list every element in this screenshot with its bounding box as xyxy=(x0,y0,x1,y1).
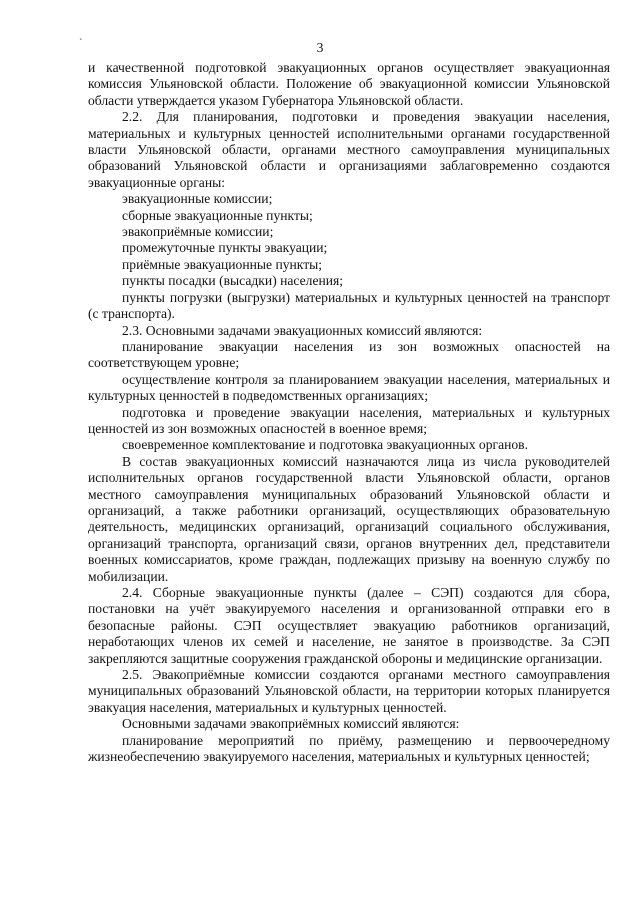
paragraph: эвакуационные комиссии; xyxy=(122,191,273,207)
scan-mark: ` xyxy=(79,38,83,49)
paragraph: 2.3. Основными задачами эвакуационных комиссий являются: xyxy=(122,322,483,338)
paragraph: планирование эвакуации населения из зон возможных опасностей на соответствующем уровне; xyxy=(88,338,610,371)
paragraph: промежуточные пункты эвакуации; xyxy=(122,240,328,256)
paragraph: 2.4. Сборные эвакуационные пункты (далее – СЭП) создаются для сбора, постановки на учёт эвакуируемого населения и организованной отправки его в безопасные районы. СЭП осуществляет эвакуацию работников организаций, неработающих членов их семей и население, не занятое в производстве. За СЭП закрепляются защитные сооружения гражданской обороны и медицинские организации. xyxy=(88,585,610,666)
paragraph: подготовка и проведение эвакуации населения, материальных и культурных ценностей из зон возможных опасностей в военное время; xyxy=(88,404,610,436)
paragraph: Основными задачами эвакоприёмных комиссий являются: xyxy=(122,716,460,732)
page-number: 3 xyxy=(316,40,324,55)
paragraph: осуществление контроля за планированием эвакуации населения, материальных и культурных ценностей в подведомственных организациях; xyxy=(88,371,610,404)
paragraph: своевременное комплектование и подготовка эвакуационных органов. xyxy=(122,437,528,453)
paragraph: 2.2. Для планирования, подготовки и проведения эвакуации населения, материальных и культурных ценностей исполнительными органами государственной власти Ульяновской области, органами местного самоуправления муниципальных образований Ульяновской области и организациями заблаговременно создаются эвакуационные органы: xyxy=(88,109,610,190)
paragraph: 2.5. Эвакоприёмные комиссии создаются органами местного самоуправления муниципальных образований Ульяновской области, на территории которых планируется эвакуация населения, материальных и культурных ценностей. xyxy=(88,667,610,715)
paragraph: эвакоприёмные комиссии; xyxy=(122,224,274,240)
document-body xyxy=(88,60,610,765)
paragraph: пункты погрузки (выгрузки) материальных и культурных ценностей на транспорт (с транспорта). xyxy=(88,289,610,322)
paragraph: приёмные эвакуационные пункты; xyxy=(122,256,323,272)
paragraph: сборные эвакуационные пункты; xyxy=(122,207,313,223)
paragraph: планирование мероприятий по приёму, размещению и первоочередному жизнеобеспечению эвакуируемого населения, материальных и культурных ценностей; xyxy=(88,732,610,765)
paragraph: В состав эвакуационных комиссий назначаются лица из числа руководителей исполнительных органов государственной власти Ульяновской области, органов местного самоуправления муниципальных образований Ульяновской области и организаций, а также работники организаций, осуществляющих образовательную деятельность, медицинских организаций, организаций социального обслуживания, организаций транспорта, организаций связи, органов внутренних дел, представители военных комиссариатов, кроме граждан, подлежащих призыву на военную службу по мобилизации. xyxy=(88,453,610,584)
paragraph: и качественной подготовкой эвакуационных органов осуществляет эвакуационная комиссия Ульяновской области. Положение об эвакуационной комиссии Ульяновской области утверждается указом Губернатора Ульяновской области. xyxy=(88,60,610,108)
paragraph: пункты посадки (высадки) населения; xyxy=(122,273,344,289)
